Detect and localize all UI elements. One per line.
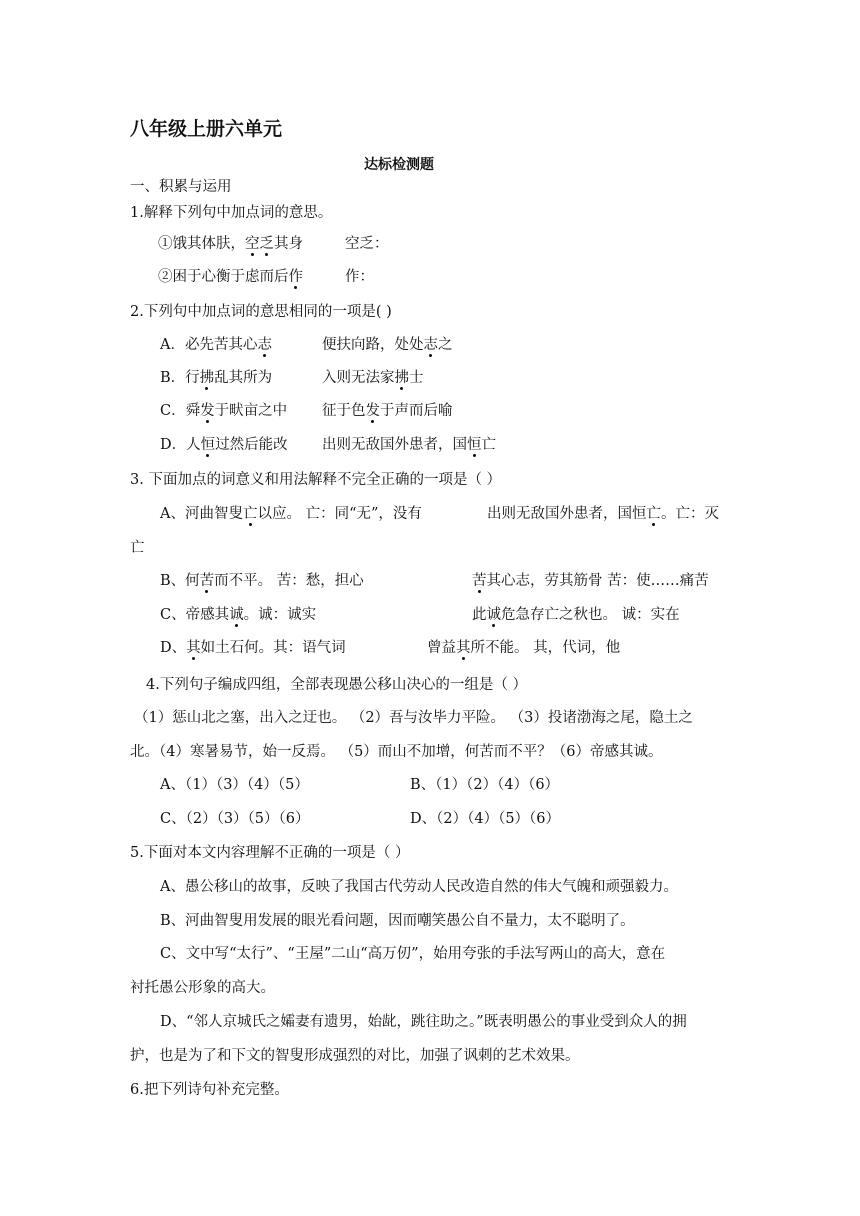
question-3-option-c xyxy=(160,605,316,625)
question-5-option-b: B、河曲智叟用发展的眼光看问题，因而嘲笑愚公自不量力，太不聪明了。 xyxy=(160,913,635,929)
text: 其身 xyxy=(274,236,303,252)
text: C．舜 xyxy=(160,403,201,419)
text: 危急存亡之秋也。 诚：实在 xyxy=(501,607,680,623)
question-5-option-d-line-1: D、“邻人京城氏之孀妻有遗男，始龀，跳往助之。”既表明愚公的事业受到众人的拥 xyxy=(160,1014,687,1030)
dotted-word: 恒 xyxy=(467,437,482,453)
text: A．必先苦其心 xyxy=(160,337,258,353)
text: 便扶向路，处处 xyxy=(322,337,424,353)
text: D、 xyxy=(160,640,187,656)
text: 乱其所为 xyxy=(214,370,273,386)
question-2-option-d-b xyxy=(322,435,496,455)
dotted-word: 空 xyxy=(245,236,260,252)
question-6-stem: 6.把下列诗句补充完整。 xyxy=(130,1082,289,1098)
text: C、帝感其 xyxy=(160,607,230,623)
text: ②困于心衡于虑而后 xyxy=(158,269,289,285)
question-1-item-2 xyxy=(158,267,303,287)
page-title: 八年级上册六单元 xyxy=(130,118,283,140)
question-2-option-c xyxy=(160,401,287,421)
question-2-option-a xyxy=(160,335,272,355)
text: 于声而后喻 xyxy=(380,403,453,419)
text: 于畎亩之中 xyxy=(214,403,288,419)
text: 出则无敌国外患者，国 xyxy=(322,437,467,453)
question-5-option-d-line-2: 护，也是为了和下文的智叟形成强烈的对比，加强了讽刺的艺术效果。 xyxy=(130,1048,580,1064)
text: B．行 xyxy=(160,370,200,386)
text: D．人 xyxy=(160,437,201,453)
text: 其心志，劳其筋骨 苦：使……痛苦 xyxy=(486,573,709,589)
dotted-word: 苦 xyxy=(472,573,487,589)
question-5-option-c-line-2: 衬托愚公形象的高大。 xyxy=(130,980,275,996)
text: 此 xyxy=(472,607,487,623)
question-1-item-1 xyxy=(158,234,303,254)
question-4-line-2: 北。（4）寒暑易节，始一反焉。 （5）而山不加增，何苦而不平？（6）帝感其诚。 xyxy=(130,744,663,760)
question-1-stem: 1.解释下列句中加点词的意思。 xyxy=(130,205,333,221)
dotted-word: 其 xyxy=(456,640,471,656)
question-1-answer-2: 作： xyxy=(345,269,374,285)
question-1-answer-1: 空乏： xyxy=(345,236,389,252)
dotted-word: 诚 xyxy=(486,607,501,623)
question-2-option-b-b xyxy=(322,368,424,388)
question-2-option-c-b xyxy=(322,401,453,421)
text: 入则无法家 xyxy=(322,370,395,386)
text: 。亡：灭 xyxy=(661,506,719,522)
question-5-option-a: A、愚公移山的故事，反映了我国古代劳动人民改造自然的伟大气魄和顽强毅力。 xyxy=(160,879,678,895)
dotted-word: 亡 xyxy=(646,506,661,522)
question-2-option-b xyxy=(160,368,272,388)
question-3-option-c-b xyxy=(472,605,680,625)
dotted-word: 其 xyxy=(186,640,201,656)
dotted-word: 恒 xyxy=(200,437,216,453)
question-5-option-c-line-1: C、文中写“太行”、“王屋”二山“高万仞”，始用夸张的手法写两山的高大，意在 xyxy=(160,946,666,962)
question-4-option-c: C、（2）（3）（5）（6） xyxy=(160,811,310,827)
text: 过然后能改 xyxy=(215,437,288,453)
text: 曾益 xyxy=(427,640,456,656)
question-3-option-a-wrap: 亡 xyxy=(130,540,145,556)
question-3-option-a-b xyxy=(487,504,719,524)
text: B、何 xyxy=(160,573,200,589)
page-subtitle: 达标检测题 xyxy=(364,157,434,173)
text: 亡 xyxy=(481,437,496,453)
text: ①饿其体肤， xyxy=(158,236,245,252)
question-4-stem: 4.下列句子编成四组，全部表现愚公移山决心的一组是（ ） xyxy=(146,677,527,693)
text: 之 xyxy=(438,337,453,353)
question-3-stem: 3. 下面加点的词意义和用法解释不完全正确的一项是（ ） xyxy=(130,472,502,488)
question-3-option-d xyxy=(160,638,346,658)
dotted-word: 拂 xyxy=(199,370,215,386)
text: 以应。 亡：同“无”，没有 xyxy=(257,506,422,522)
section-heading: 一、积累与运用 xyxy=(130,179,232,195)
text: 所不能。 其，代词，他 xyxy=(470,640,621,656)
text: 。诚：诚实 xyxy=(243,607,317,623)
question-4-option-d: D、（2）（4）（5）（6） xyxy=(410,811,561,827)
dotted-word: 志 xyxy=(423,337,438,353)
dotted-word: 作 xyxy=(288,269,303,285)
dotted-word: 发 xyxy=(200,403,215,419)
dotted-word: 苦 xyxy=(199,573,215,589)
question-2-stem: 2.下列句中加点词的意思相同的一项是( ) xyxy=(130,304,392,320)
dotted-word: 诚 xyxy=(229,607,244,623)
dotted-word: 亡 xyxy=(242,506,258,522)
question-3-option-b-b xyxy=(472,571,709,591)
dotted-word: 发 xyxy=(365,403,380,419)
text: 士 xyxy=(409,370,424,386)
question-5-stem: 5.下面对本文内容理解不正确的一项是（ ） xyxy=(130,845,410,861)
question-4-option-a: A、（1）（3）（4）（5） xyxy=(160,777,309,793)
text: 出则无敌国外患者，国恒 xyxy=(487,506,647,522)
text: 如土石何。其：语气词 xyxy=(200,640,346,656)
question-3-option-d-b xyxy=(427,638,620,658)
question-4-option-b: B、（1）（2）（4）（6） xyxy=(410,777,560,793)
text: A、河曲智叟 xyxy=(160,506,243,522)
text: 征于色 xyxy=(322,403,366,419)
question-3-option-a xyxy=(160,504,422,524)
question-2-option-d xyxy=(160,435,288,455)
question-4-line-1: （1）惩山北之塞，出入之迂也。 （2）吾与汝毕力平险。 （3）投诸渤海之尾，隐土之 xyxy=(134,710,693,726)
text: 而不平。 苦：愁，担心 xyxy=(214,573,364,589)
question-3-option-b xyxy=(160,571,364,591)
dotted-word: 乏 xyxy=(259,236,274,252)
dotted-word: 拂 xyxy=(394,370,409,386)
question-2-option-a-b xyxy=(322,335,453,355)
dotted-word: 志 xyxy=(257,337,272,353)
